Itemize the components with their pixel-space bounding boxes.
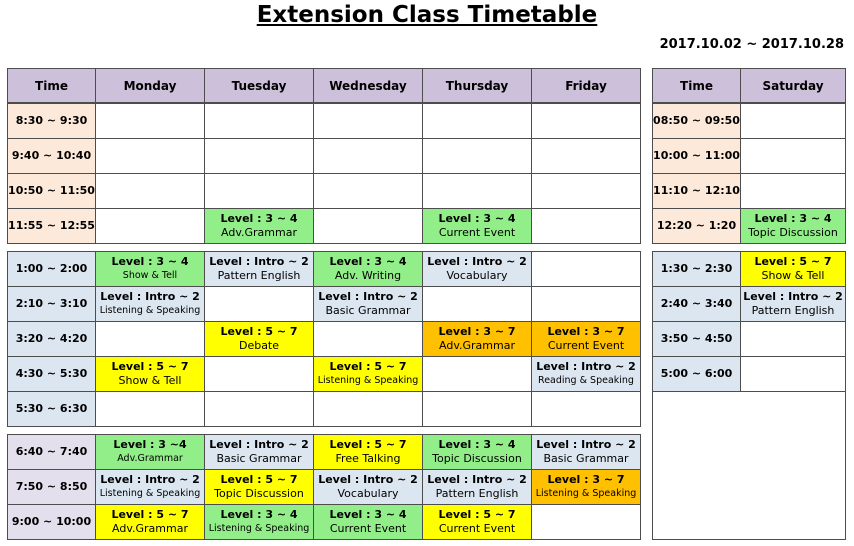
- class-subject: Listening & Speaking: [99, 305, 201, 316]
- class-level: Level : Intro ~ 2: [427, 255, 527, 268]
- time-slot: 4:30 ~ 5:30: [8, 357, 96, 392]
- saturday-table-block-2: [652, 251, 846, 392]
- class-subject: Listening & Speaking: [317, 375, 419, 386]
- empty-cell: [423, 392, 532, 427]
- class-subject: Topic Discussion: [214, 487, 304, 500]
- table-row: [653, 322, 846, 357]
- column-header-monday: Monday: [96, 69, 205, 103]
- class-level: Level : Intro ~ 2: [209, 255, 309, 268]
- class-level: Level : 3 ~ 4: [329, 255, 407, 268]
- weekday-table-block-2: [7, 251, 641, 427]
- class-cell[interactable]: [423, 252, 532, 287]
- time-slot: 10:00 ~ 11:00: [653, 139, 741, 174]
- class-subject: Pattern English: [751, 304, 835, 317]
- class-subject: Pattern English: [435, 487, 519, 500]
- weekday-table-header: [7, 68, 641, 103]
- empty-cell: [96, 174, 205, 209]
- empty-cell: [314, 322, 423, 357]
- empty-cell: [532, 139, 641, 174]
- class-level: Level : 3 ~ 7: [547, 473, 625, 486]
- class-level: Level : 3 ~ 4: [220, 508, 298, 521]
- table-row: [653, 174, 846, 209]
- column-header-wednesday: Wednesday: [314, 69, 423, 103]
- time-slot: 8:30 ~ 9:30: [8, 104, 96, 139]
- class-level: Level : 3 ~ 4: [754, 212, 832, 225]
- class-cell[interactable]: [314, 357, 423, 392]
- class-level: Level : Intro ~ 2: [536, 360, 636, 373]
- time-slot: 12:20 ~ 1:20: [653, 209, 741, 244]
- column-header-tuesday: Tuesday: [205, 69, 314, 103]
- table-row: [8, 357, 641, 392]
- empty-cell: [205, 139, 314, 174]
- class-cell[interactable]: [532, 470, 641, 505]
- empty-cell: [532, 174, 641, 209]
- empty-cell: [532, 104, 641, 139]
- table-row: [8, 322, 641, 357]
- empty-cell: [741, 104, 846, 139]
- time-slot: 11:55 ~ 12:55: [8, 209, 96, 244]
- time-slot: 10:50 ~ 11:50: [8, 174, 96, 209]
- class-cell[interactable]: [205, 435, 314, 470]
- class-subject: Basic Grammar: [543, 452, 629, 465]
- empty-cell: [205, 287, 314, 322]
- table-row: [8, 209, 641, 244]
- class-subject: Topic Discussion: [748, 226, 838, 239]
- class-level: Level : Intro ~ 2: [100, 290, 200, 303]
- empty-cell: [205, 392, 314, 427]
- class-cell[interactable]: [532, 322, 641, 357]
- class-subject: Listening & Speaking: [99, 488, 201, 499]
- empty-cell: [423, 104, 532, 139]
- empty-cell: [96, 139, 205, 174]
- class-subject: Free Talking: [335, 452, 401, 465]
- empty-cell: [532, 505, 641, 540]
- time-slot: 3:50 ~ 4:50: [653, 322, 741, 357]
- page-title: Extension Class Timetable: [256, 2, 598, 28]
- class-level: Level : 3 ~ 4: [438, 438, 516, 451]
- class-subject: Current Event: [329, 522, 407, 535]
- class-cell[interactable]: [314, 505, 423, 540]
- saturday-table-header: [652, 68, 846, 103]
- class-subject: Pattern English: [217, 269, 301, 282]
- weekday-table-block-1: [7, 103, 641, 244]
- class-level: Level : 3 ~ 4: [111, 255, 189, 268]
- table-row: [8, 174, 641, 209]
- class-cell[interactable]: [423, 435, 532, 470]
- class-level: Level : 5 ~ 7: [329, 360, 407, 373]
- class-subject: Current Event: [547, 339, 625, 352]
- empty-cell: [96, 392, 205, 427]
- class-subject: Basic Grammar: [216, 452, 302, 465]
- class-cell[interactable]: [741, 252, 846, 287]
- column-header-thursday: Thursday: [423, 69, 532, 103]
- class-cell[interactable]: [205, 252, 314, 287]
- class-subject: Show & Tell: [122, 270, 178, 281]
- table-row: [653, 287, 846, 322]
- class-level: Level : 5 ~ 7: [220, 473, 298, 486]
- class-cell[interactable]: [423, 322, 532, 357]
- class-level: Level : 3 ~ 4: [220, 212, 298, 225]
- class-subject: Basic Grammar: [325, 304, 411, 317]
- class-subject: Vocabulary: [446, 269, 508, 282]
- class-level: Level : 3 ~ 4: [438, 212, 516, 225]
- class-level: Level : 3 ~ 7: [438, 325, 516, 338]
- table-row: [8, 392, 641, 427]
- class-level: Level : 5 ~ 7: [329, 438, 407, 451]
- table-row: [653, 104, 846, 139]
- column-header-friday: Friday: [532, 69, 641, 103]
- class-cell[interactable]: [205, 505, 314, 540]
- class-level: Level : 3 ~ 7: [547, 325, 625, 338]
- table-row: [8, 139, 641, 174]
- class-subject: Listening & Speaking: [208, 523, 310, 534]
- time-slot: 7:50 ~ 8:50: [8, 470, 96, 505]
- class-subject: Adv.Grammar: [117, 453, 183, 464]
- time-slot: 3:20 ~ 4:20: [8, 322, 96, 357]
- time-slot: 5:00 ~ 6:00: [653, 357, 741, 392]
- class-subject: Current Event: [438, 522, 516, 535]
- class-level: Level : 5 ~ 7: [220, 325, 298, 338]
- class-subject: Adv.Grammar: [112, 522, 188, 535]
- class-level: Level : Intro ~ 2: [427, 473, 527, 486]
- class-subject: Reading & Speaking: [538, 375, 634, 386]
- table-row: [8, 104, 641, 139]
- empty-cell: [96, 104, 205, 139]
- empty-cell: [741, 322, 846, 357]
- empty-cell: [205, 174, 314, 209]
- class-level: Level : 5 ~ 7: [111, 360, 189, 373]
- class-level: Level : Intro ~ 2: [536, 438, 636, 451]
- class-cell[interactable]: [314, 287, 423, 322]
- empty-cell: [423, 139, 532, 174]
- class-cell[interactable]: [205, 322, 314, 357]
- time-slot: 2:40 ~ 3:40: [653, 287, 741, 322]
- empty-cell: [314, 139, 423, 174]
- empty-cell: [96, 209, 205, 244]
- saturday-frame: [652, 391, 846, 540]
- time-slot: 9:00 ~ 10:00: [8, 505, 96, 540]
- column-header-saturday: Saturday: [741, 69, 846, 103]
- empty-cell: [314, 104, 423, 139]
- column-header-time: Time: [653, 69, 741, 103]
- class-subject: Show & Tell: [118, 374, 182, 387]
- class-subject: Current Event: [438, 226, 516, 239]
- empty-cell: [423, 174, 532, 209]
- time-slot: 9:40 ~ 10:40: [8, 139, 96, 174]
- empty-cell: [532, 252, 641, 287]
- class-subject: Topic Discussion: [432, 452, 522, 465]
- class-cell[interactable]: [423, 505, 532, 540]
- empty-cell: [96, 322, 205, 357]
- empty-cell: [423, 287, 532, 322]
- class-level: Level : Intro ~ 2: [100, 473, 200, 486]
- class-cell[interactable]: [205, 470, 314, 505]
- class-cell[interactable]: [423, 470, 532, 505]
- class-level: Level : Intro ~ 2: [743, 290, 843, 303]
- time-slot: 08:50 ~ 09:50: [653, 104, 741, 139]
- class-level: Level : 5 ~ 7: [438, 508, 516, 521]
- class-cell[interactable]: [741, 209, 846, 244]
- class-cell[interactable]: [96, 470, 205, 505]
- time-slot: 1:00 ~ 2:00: [8, 252, 96, 287]
- class-cell[interactable]: [96, 505, 205, 540]
- class-cell[interactable]: [423, 209, 532, 244]
- class-level: Level : Intro ~ 2: [318, 290, 418, 303]
- class-subject: Debate: [238, 339, 280, 352]
- class-cell[interactable]: [96, 252, 205, 287]
- empty-cell: [741, 174, 846, 209]
- empty-cell: [205, 357, 314, 392]
- class-cell[interactable]: [96, 357, 205, 392]
- empty-cell: [741, 139, 846, 174]
- class-subject: Show & Tell: [761, 269, 825, 282]
- empty-cell: [314, 174, 423, 209]
- table-row: [653, 252, 846, 287]
- table-row: [653, 357, 846, 392]
- empty-cell: [205, 104, 314, 139]
- weekday-table-block-3: [7, 434, 641, 540]
- empty-cell: [532, 209, 641, 244]
- class-cell[interactable]: [96, 435, 205, 470]
- time-slot: 5:30 ~ 6:30: [8, 392, 96, 427]
- empty-cell: [314, 209, 423, 244]
- column-header-time: Time: [8, 69, 96, 103]
- table-row: [8, 505, 641, 540]
- empty-cell: [423, 357, 532, 392]
- table-row: [653, 139, 846, 174]
- class-cell[interactable]: [532, 357, 641, 392]
- empty-cell: [532, 287, 641, 322]
- saturday-table-block-1: [652, 103, 846, 244]
- class-level: Level : 3 ~ 4: [329, 508, 407, 521]
- table-row: [8, 470, 641, 505]
- time-slot: 11:10 ~ 12:10: [653, 174, 741, 209]
- table-row: [653, 209, 846, 244]
- time-slot: 1:30 ~ 2:30: [653, 252, 741, 287]
- time-slot: 2:10 ~ 3:10: [8, 287, 96, 322]
- class-cell[interactable]: [205, 209, 314, 244]
- table-row: [8, 252, 641, 287]
- empty-cell: [741, 357, 846, 392]
- class-cell[interactable]: [314, 435, 423, 470]
- class-subject: Adv. Writing: [334, 269, 402, 282]
- class-cell[interactable]: [314, 252, 423, 287]
- table-row: [8, 287, 641, 322]
- class-cell[interactable]: [741, 287, 846, 322]
- empty-cell: [532, 392, 641, 427]
- class-subject: Listening & Speaking: [535, 488, 637, 499]
- class-level: Level : 5 ~ 7: [111, 508, 189, 521]
- table-row: [8, 435, 641, 470]
- empty-cell: [314, 392, 423, 427]
- class-cell[interactable]: [532, 435, 641, 470]
- class-subject: Adv.Grammar: [221, 226, 297, 239]
- class-cell[interactable]: [314, 470, 423, 505]
- class-level: Level : 5 ~ 7: [754, 255, 832, 268]
- time-slot: 6:40 ~ 7:40: [8, 435, 96, 470]
- class-cell[interactable]: [96, 287, 205, 322]
- class-level: Level : Intro ~ 2: [318, 473, 418, 486]
- class-level: Level : 3 ~4: [113, 438, 187, 451]
- class-level: Level : Intro ~ 2: [209, 438, 309, 451]
- class-subject: Vocabulary: [337, 487, 399, 500]
- date-range: 2017.10.02 ~ 2017.10.28: [659, 37, 844, 52]
- class-subject: Adv.Grammar: [439, 339, 515, 352]
